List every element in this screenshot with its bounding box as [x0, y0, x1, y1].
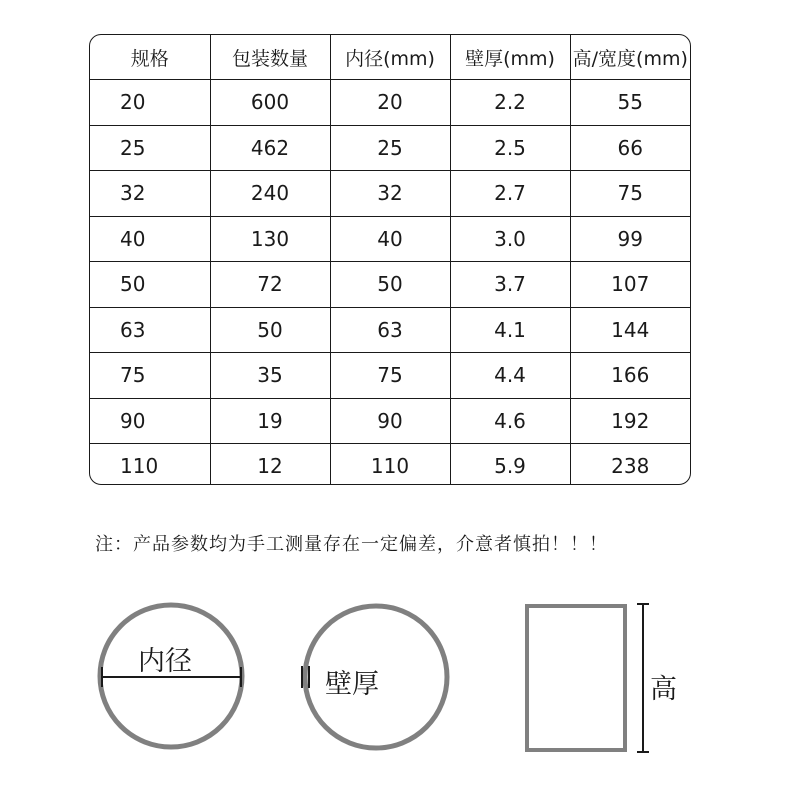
table-cell: 63 [90, 307, 210, 353]
table-cell: 66 [570, 125, 690, 171]
header-inner-diameter: 内径(mm) [330, 35, 450, 80]
table-cell: 107 [570, 262, 690, 308]
table-row [90, 262, 690, 308]
header-pack-qty: 包装数量 [210, 35, 330, 80]
table-cell: 4.1 [450, 307, 570, 353]
dimension-diagrams [0, 590, 790, 770]
header-spec: 规格 [90, 35, 210, 80]
table-cell: 4.4 [450, 353, 570, 399]
height-label: 高 [650, 674, 677, 705]
inner-diameter-label: 内径 [138, 646, 192, 677]
table-cell: 75 [330, 353, 450, 399]
table-cell: 3.7 [450, 262, 570, 308]
header-wall-thickness: 壁厚(mm) [450, 35, 570, 80]
table-cell: 19 [210, 398, 330, 444]
table-cell: 166 [570, 353, 690, 399]
table-cell: 12 [210, 444, 330, 486]
table-cell: 144 [570, 307, 690, 353]
table-cell: 3.0 [450, 216, 570, 262]
table-header-row [90, 35, 690, 80]
table-cell: 75 [570, 171, 690, 217]
table-row [90, 216, 690, 262]
table-row [90, 80, 690, 126]
table-cell: 2.7 [450, 171, 570, 217]
table-cell: 72 [210, 262, 330, 308]
table-cell: 32 [330, 171, 450, 217]
spec-table [89, 34, 691, 485]
table-cell: 20 [90, 80, 210, 126]
table-row [90, 171, 690, 217]
table-row [90, 307, 690, 353]
table-cell: 240 [210, 171, 330, 217]
table-cell: 40 [90, 216, 210, 262]
table-cell: 238 [611, 454, 650, 479]
table-cell: 4.6 [450, 398, 570, 444]
table-cell: 110 [90, 444, 210, 486]
table-cell: 5.9 [450, 444, 570, 486]
table-cell: 25 [90, 125, 210, 171]
table-cell: 90 [330, 398, 450, 444]
table-cell: 63 [330, 307, 450, 353]
table-cell: 90 [90, 398, 210, 444]
table-cell: 50 [90, 262, 210, 308]
table-cell: 110 [330, 444, 450, 486]
table-cell: 35 [210, 353, 330, 399]
table-cell: 55 [570, 80, 690, 126]
height-rectangle [527, 606, 625, 750]
table-cell: 50 [330, 262, 450, 308]
table-cell: 75 [90, 353, 210, 399]
header-height-width: 高/宽度(mm) [570, 35, 690, 80]
table-row [90, 125, 690, 171]
table-cell: 192 [570, 398, 690, 444]
wall-thickness-label: 壁厚 [325, 669, 379, 700]
table-cell: 25 [330, 125, 450, 171]
table-cell: 2.2 [450, 80, 570, 126]
table-cell: 20 [330, 80, 450, 126]
table-row [90, 398, 690, 444]
table-cell: 600 [210, 80, 330, 126]
table-cell: 462 [210, 125, 330, 171]
table-row [90, 353, 690, 399]
table-cell: 99 [570, 216, 690, 262]
table-row [90, 444, 690, 486]
table-cell: 50 [210, 307, 330, 353]
table-cell: 40 [330, 216, 450, 262]
table-cell: 32 [90, 171, 210, 217]
table-cell: 2.5 [450, 125, 570, 171]
measurement-note: 注：产品参数均为手工测量存在一定偏差，介意者慎拍！！！ [95, 534, 608, 555]
table-cell: 130 [210, 216, 330, 262]
